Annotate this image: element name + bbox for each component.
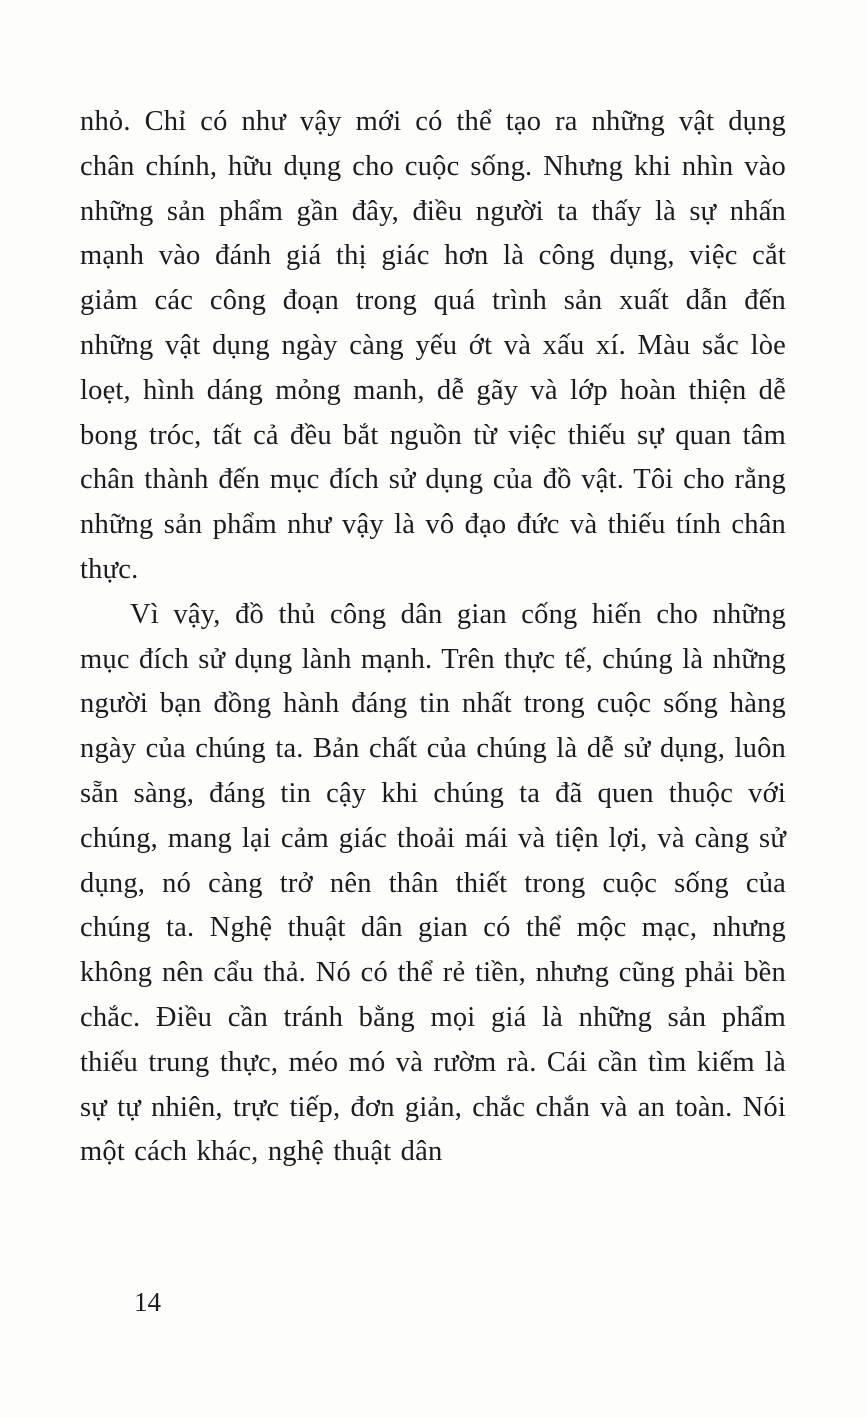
body-text [80,100,786,1175]
paragraph-continued: nhỏ. Chỉ có như vậy mới có thể tạo ra những vật dụng chân chính, hữu dụng cho cuộc sống. Nhưng khi nhìn vào những sản phẩm gần đây, điều người ta thấy là sự nhấn mạnh vào đánh giá thị giác hơn là công dụng, việc cắt giảm các công đoạn trong quá trình sản xuất dẫn đến những vật dụng ngày càng yếu ớt và xấu xí. Màu sắc lòe loẹt, hình dáng mỏng manh, dễ gãy và lớp hoàn thiện dễ bong tróc, tất cả đều bắt nguồn từ việc thiếu sự quan tâm chân thành đến mục đích sử dụng của đồ vật. Tôi cho rằng những sản phẩm như vậy là vô đạo đức và thiếu tính chân thực. [80,106,786,585]
paragraph: Vì vậy, đồ thủ công dân gian cống hiến cho những mục đích sử dụng lành mạnh. Trên thực tế, chúng là những người bạn đồng hành đáng tin nhất trong cuộc sống hàng ngày của chúng ta. Bản chất của chúng là dễ sử dụng, luôn sẵn sàng, đáng tin cậy khi chúng ta đã quen thuộc với chúng, mang lại cảm giác thoải mái và tiện lợi, và càng sử dụng, nó càng trở nên thân thiết trong cuộc sống của chúng ta. Nghệ thuật dân gian có thể mộc mạc, nhưng không nên cẩu thả. Nó có thể rẻ tiền, nhưng cũng phải bền chắc. Điều cần tránh bằng mọi giá là những sản phẩm thiếu trung thực, méo mó và rườm rà. Cái cần tìm kiếm là sự tự nhiên, trực tiếp, đơn giản, chắc chắn và an toàn. Nói một cách khác, nghệ thuật dân [80,598,786,1168]
page-number: 14 [134,1287,161,1317]
